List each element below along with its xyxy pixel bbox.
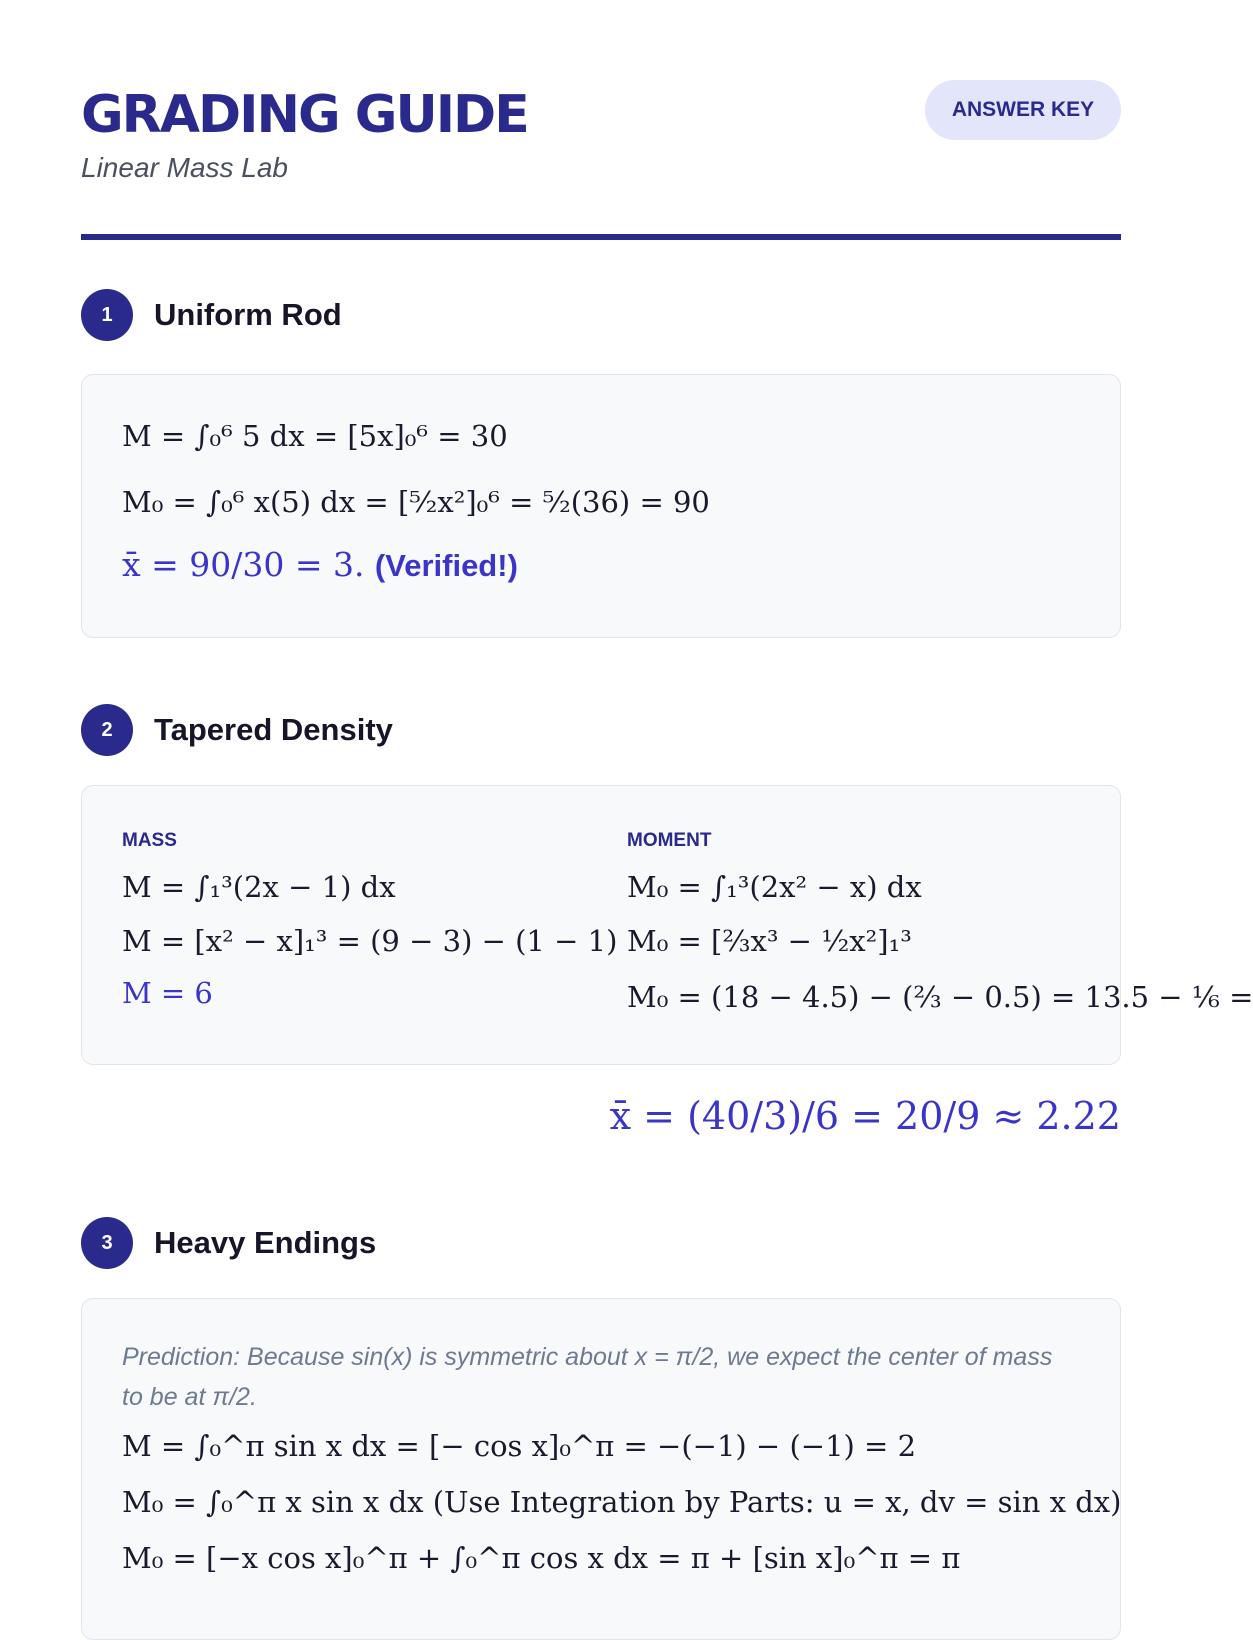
- moment-equation-line: M₀ = (18 − 4.5) − (⅔ − 0.5) = 13.5 − ⅙ =: [627, 980, 1253, 1014]
- page-title: GRADING GUIDE: [81, 85, 528, 145]
- section-1-header: [81, 289, 342, 341]
- mass-result-line: M = 6: [122, 976, 213, 1010]
- mass-equation-line: M = ∫₁³(2x − 1) dx: [122, 870, 396, 904]
- verified-note: (Verified!): [374, 548, 518, 583]
- section-number-badge: 3: [81, 1217, 133, 1269]
- equation-line: M₀ = ∫₀⁶ x(5) dx = [⁵⁄₂x²]₀⁶ = ⁵⁄₂(36) = 90: [122, 485, 710, 519]
- equation-line: M₀ = ∫₀^π x sin x dx (Use Integration by Parts: u = x, dv = sin x dx): [122, 1485, 1122, 1519]
- section-1-card: [81, 374, 1121, 638]
- center-of-mass-result: x̄ = (40/3)/6 = 20/9 ≈ 2.22: [609, 1094, 1121, 1138]
- moment-equation-line: M₀ = ∫₁³(2x² − x) dx: [627, 870, 922, 904]
- moment-column-label: MOMENT: [627, 830, 712, 851]
- prediction-note: Prediction: Because sin(x) is symmetric about x = π/2, we expect the center of mass to be at π/2.: [122, 1343, 1053, 1411]
- equation-line: M = ∫₀⁶ 5 dx = [5x]₀⁶ = 30: [122, 419, 508, 453]
- mass-equation-line: M = [x² − x]₁³ = (9 − 3) − (1 − 1): [122, 924, 618, 958]
- section-number-badge: 1: [81, 289, 133, 341]
- section-2-card: [81, 785, 1253, 1065]
- section-number-badge: 2: [81, 704, 133, 756]
- moment-equation-line: M₀ = [⅔x³ − ½x²]₁³: [627, 924, 912, 958]
- section-title: Heavy Endings: [154, 1225, 377, 1260]
- mass-column-label: MASS: [122, 830, 177, 851]
- header-divider: [81, 234, 1121, 240]
- answer-key-badge: ANSWER KEY: [925, 80, 1121, 140]
- equation-line: M₀ = [−x cos x]₀^π + ∫₀^π cos x dx = π + [sin x]₀^π = π: [122, 1541, 961, 1575]
- section-3-header: [81, 1217, 376, 1269]
- equation-line: M = ∫₀^π sin x dx = [− cos x]₀^π = −(−1) − (−1) = 2: [122, 1429, 917, 1463]
- page-subtitle: Linear Mass Lab: [81, 152, 289, 183]
- result-equation: x̄ = 90/30 = 3.: [122, 545, 365, 584]
- section-title: Tapered Density: [154, 712, 393, 747]
- result-line: [122, 545, 518, 584]
- section-title: Uniform Rod: [154, 297, 342, 332]
- section-2-header: [81, 704, 393, 756]
- section-3-card: [81, 1298, 1121, 1640]
